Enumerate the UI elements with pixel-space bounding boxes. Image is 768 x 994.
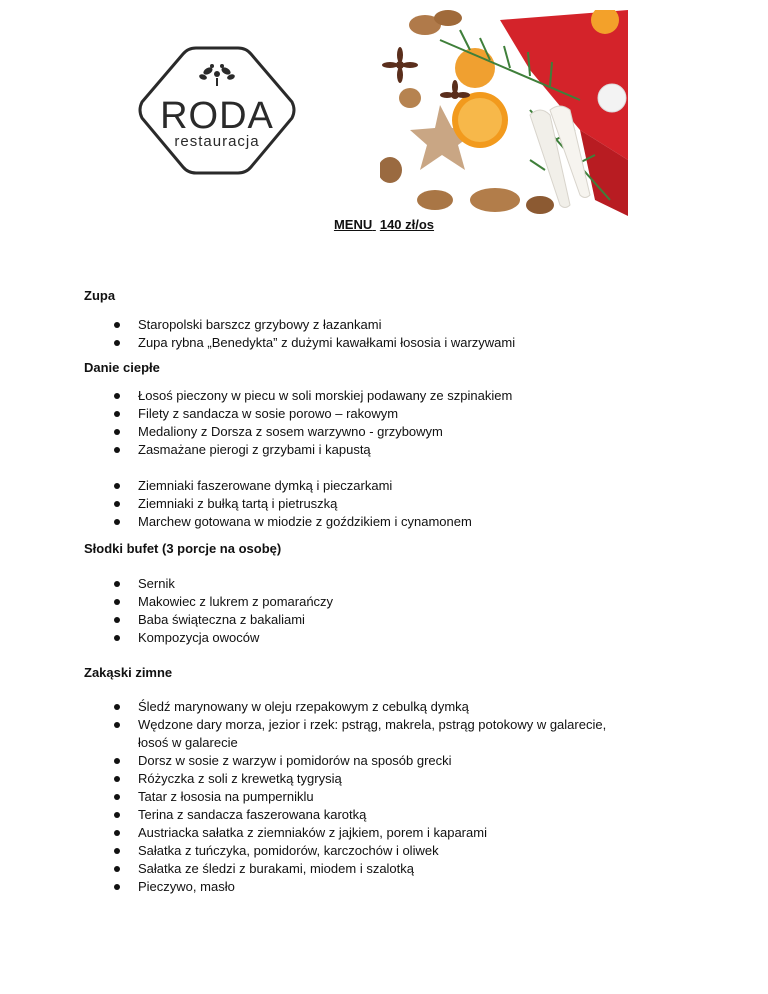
list-item-continuation: łosoś w galarecie [138, 735, 238, 750]
list-item: Baba świąteczna z bakaliami [84, 611, 704, 629]
list-item: Austriacka sałatka z ziemniaków z jajkiem, porem i kaparami [84, 824, 704, 842]
menu-title-label: MENU [333, 217, 373, 232]
list-item: Sałatka ze śledzi z burakami, miodem i szalotką [84, 860, 704, 878]
list-item: Tatar z łososia na pumperniklu [84, 788, 704, 806]
list-item: Pieczywo, masło [84, 878, 704, 896]
list-item: Ziemniaki z bułką tartą i pietruszką [84, 495, 704, 513]
list-item: Sałatka z tuńczyka, pomidorów, karczochów i oliwek [84, 842, 704, 860]
decoration-illustration [380, 10, 628, 216]
list-item: Marchew gotowana w miodzie z goździkiem i cynamonem [84, 513, 704, 531]
list-item: Śledź marynowany w oleju rzepakowym z cebulką dymką [84, 698, 704, 716]
list-item: Zasmażane pierogi z grzybami i kapustą [84, 441, 704, 459]
menu-price: 140 zł/os [379, 217, 435, 232]
list-slodki [84, 575, 704, 647]
list-item: Makowiec z lukrem z pomarańczy [84, 593, 704, 611]
list-item: Staropolski barszcz grzybowy z łazankami [84, 316, 704, 334]
list-item: Łosoś pieczony w piecu w soli morskiej podawany ze szpinakiem [84, 387, 704, 405]
list-item: Terina z sandacza faszerowana karotką [84, 806, 704, 824]
list-item: Zupa rybna „Benedykta” z dużymi kawałkami łososia i warzywami [84, 334, 704, 352]
list-zakaski [84, 698, 704, 896]
list-item: Filety z sandacza w sosie porowo – rakowym [84, 405, 704, 423]
floral-ornament-icon [198, 64, 235, 86]
logo-subtitle: restauracja [174, 133, 260, 150]
logo-name: RODA [160, 95, 274, 137]
restaurant-logo [136, 44, 298, 177]
list-item: Wędzone dary morza, jezior i rzek: pstrąg, makrela, pstrąg potokowy w galarecie, [84, 716, 704, 734]
list-zupa [84, 316, 704, 352]
list-item: Ziemniaki faszerowane dymką i pieczarkami [84, 477, 704, 495]
list-item: Różyczka z soli z krewetką tygrysią [84, 770, 704, 788]
menu-title [0, 217, 768, 232]
list-danie-sides [84, 477, 704, 531]
section-heading-slodki: Słodki bufet (3 porcje na osobę) [84, 541, 282, 556]
list-item: Dorsz w sosie z warzyw i pomidorów na sposób grecki [84, 752, 704, 770]
list-item: Sernik [84, 575, 704, 593]
section-heading-zupa: Zupa [84, 288, 116, 303]
list-danie [84, 387, 704, 459]
list-item: Kompozycja owoców [84, 629, 704, 647]
list-item: Medaliony z Dorsza z sosem warzywno - grzybowym [84, 423, 704, 441]
section-heading-danie: Danie ciepłe [84, 360, 160, 375]
christmas-decoration-image [380, 10, 628, 216]
section-heading-zakaski: Zakąski zimne [84, 665, 173, 680]
